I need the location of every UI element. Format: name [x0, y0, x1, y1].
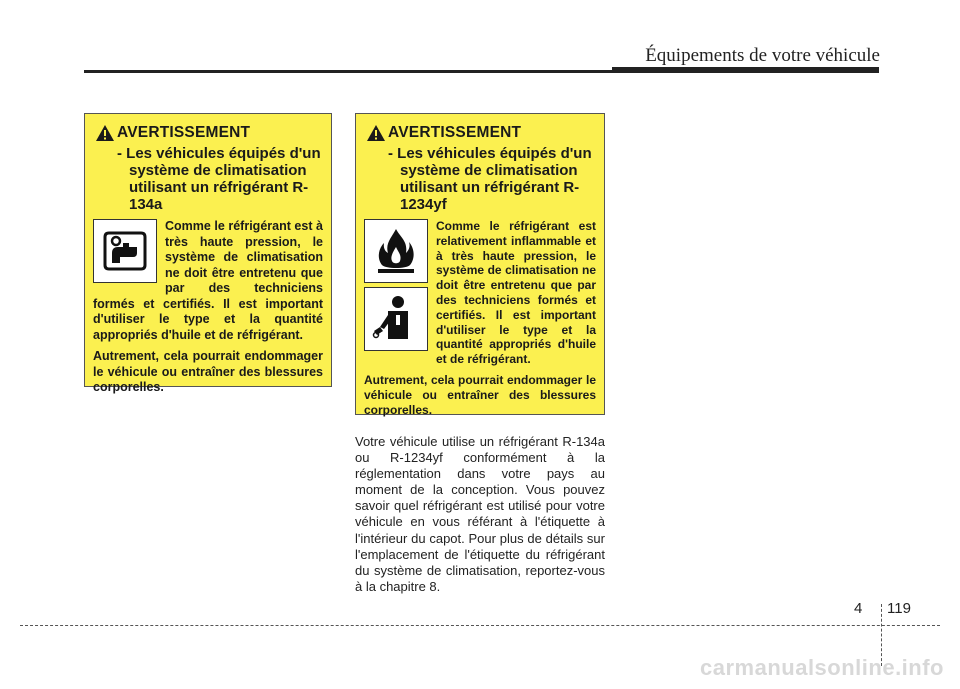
- warning-body-1: Comme le réfrigérant est à très haute pression, le système de climatisation ne doit être entretenu que par des techniciens formés et certifiés. Il est important d'utiliser le type et la quantité appropriés d'huile et de réfrigérant.: [93, 219, 323, 342]
- main-paragraph: Votre véhicule utilise un réfrigérant R-134a ou R-1234yf conformément à la réglementation dans votre pays au moment de la conception. Vous pouvez savoir quel réfrigérant est utilisé pour votre véhicule en vous référant à l'étiquette à l'intérieur du capot. Pour plus de détails sur l'emplacement de l'étiquette du réfrigérant du système de climatisation, reportez-vous à la chapitre 8.: [355, 434, 605, 594]
- footer-rule: [20, 625, 940, 626]
- warning-body-2: Autrement, cela pourrait endommager le véhicule ou entraîner des blessures corporelles.: [93, 349, 323, 394]
- warning-body-2: Autrement, cela pourrait endommager le véhicule ou entraîner des blessures corporelles.: [364, 372, 596, 417]
- technician-icon: [364, 287, 428, 351]
- warning-body-1: Comme le réfrigérant est relativement inflammable et à très haute pression, le système de climatisation ne doit être entretenu que par des techniciens formés et certifiés. Il est important d'utiliser le type et la quantité appropriés d'huile et de réfrigérant.: [436, 219, 596, 367]
- page-number: 119: [887, 600, 911, 617]
- warning-subtitle: - Les véhicules équipés d'un système de climatisation utilisant un réfrigérant R-1234yf: [388, 145, 592, 213]
- flammable-icon: [364, 219, 428, 283]
- warning-icon-column: [364, 219, 436, 355]
- warning-header: [93, 124, 323, 144]
- warning-header: [364, 124, 596, 144]
- page-header-title: Équipements de votre véhicule: [645, 45, 880, 66]
- chapter-number: 4: [854, 600, 863, 617]
- header-tab-bar: [612, 67, 879, 73]
- warning-box-r1234yf: [355, 113, 605, 415]
- warning-triangle-icon: [366, 124, 386, 142]
- warning-title: AVERTISSEMENT: [388, 124, 522, 141]
- tool-manual-icon: [93, 219, 157, 283]
- watermark: carmanualsonline.info: [700, 655, 944, 680]
- warning-title: AVERTISSEMENT: [117, 124, 251, 141]
- warning-triangle-icon: [95, 124, 115, 142]
- warning-box-r134a: [84, 113, 332, 394]
- warning-subtitle: - Les véhicules équipés d'un système de climatisation utilisant un réfrigérant R-134a: [117, 145, 321, 213]
